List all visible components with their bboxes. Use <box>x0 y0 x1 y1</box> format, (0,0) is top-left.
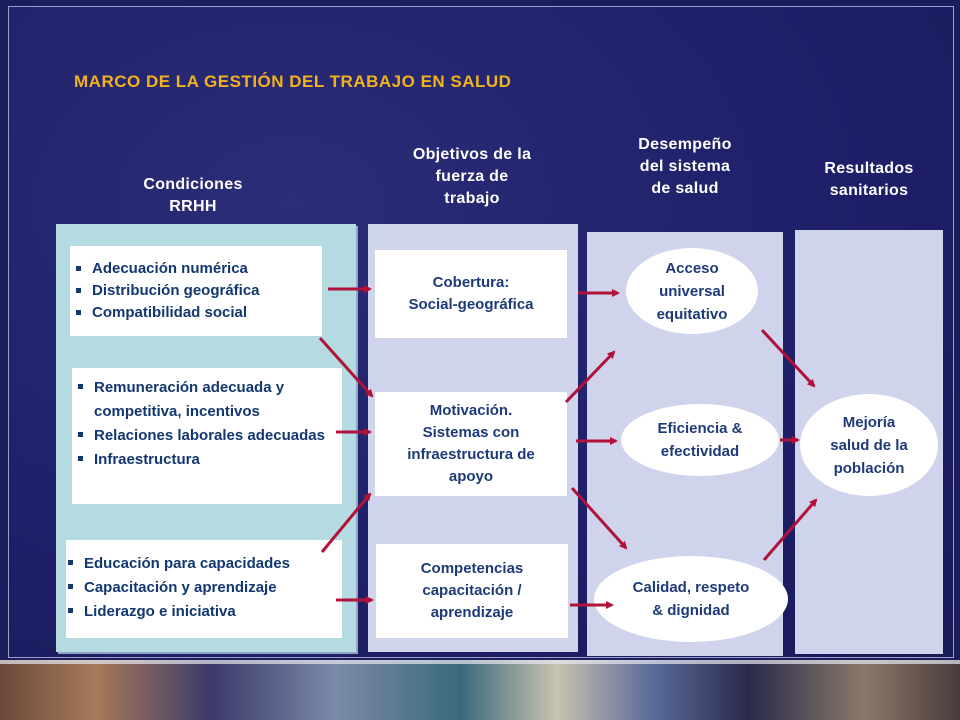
bottom-photo-strip <box>0 660 960 720</box>
conditions-box-labor <box>72 368 342 504</box>
objective-box-competencies: Competencias capacitación / aprendizaje <box>376 544 568 638</box>
list-item: Distribución geográfica <box>74 280 314 302</box>
list-item: Relaciones laborales adecuadas <box>76 424 334 448</box>
list-item: Educación para capacidades <box>66 552 338 576</box>
performance-oval-quality: Calidad, respeto & dignidad <box>594 556 788 642</box>
list-item: Adecuación numérica <box>74 258 314 280</box>
conditions-box-education <box>66 540 342 638</box>
list-item: Liderazgo e iniciativa <box>66 600 338 624</box>
performance-oval-efficiency: Eficiencia & efectividad <box>621 404 779 476</box>
column-heading-results: Resultados sanitarios <box>824 160 914 199</box>
objective-box-motivation: Motivación. Sistemas con infraestructura de apoyo <box>375 392 567 496</box>
conditions-box-distribution <box>70 246 322 336</box>
list-item: Capacitación y aprendizaje <box>66 576 338 600</box>
list-item: Infraestructura <box>76 448 334 472</box>
column-heading-conditions: Condiciones RRHH <box>143 176 243 215</box>
results-oval-health: Mejoría salud de la población <box>800 394 938 496</box>
column-heading-objectives: Objetivos de la fuerza de trabajo <box>412 146 532 207</box>
list-item: Remuneración adecuada y competitiva, incentivos <box>76 376 334 424</box>
column-heading-performance: Desempeño del sistema de salud <box>638 136 732 197</box>
slide-title: MARCO DE LA GESTIÓN DEL TRABAJO EN SALUD <box>74 72 512 91</box>
objective-box-coverage: Cobertura: Social-geográfica <box>375 250 567 338</box>
list-item: Compatibilidad social <box>74 302 314 324</box>
performance-oval-access: Acceso universal equitativo <box>626 248 758 334</box>
